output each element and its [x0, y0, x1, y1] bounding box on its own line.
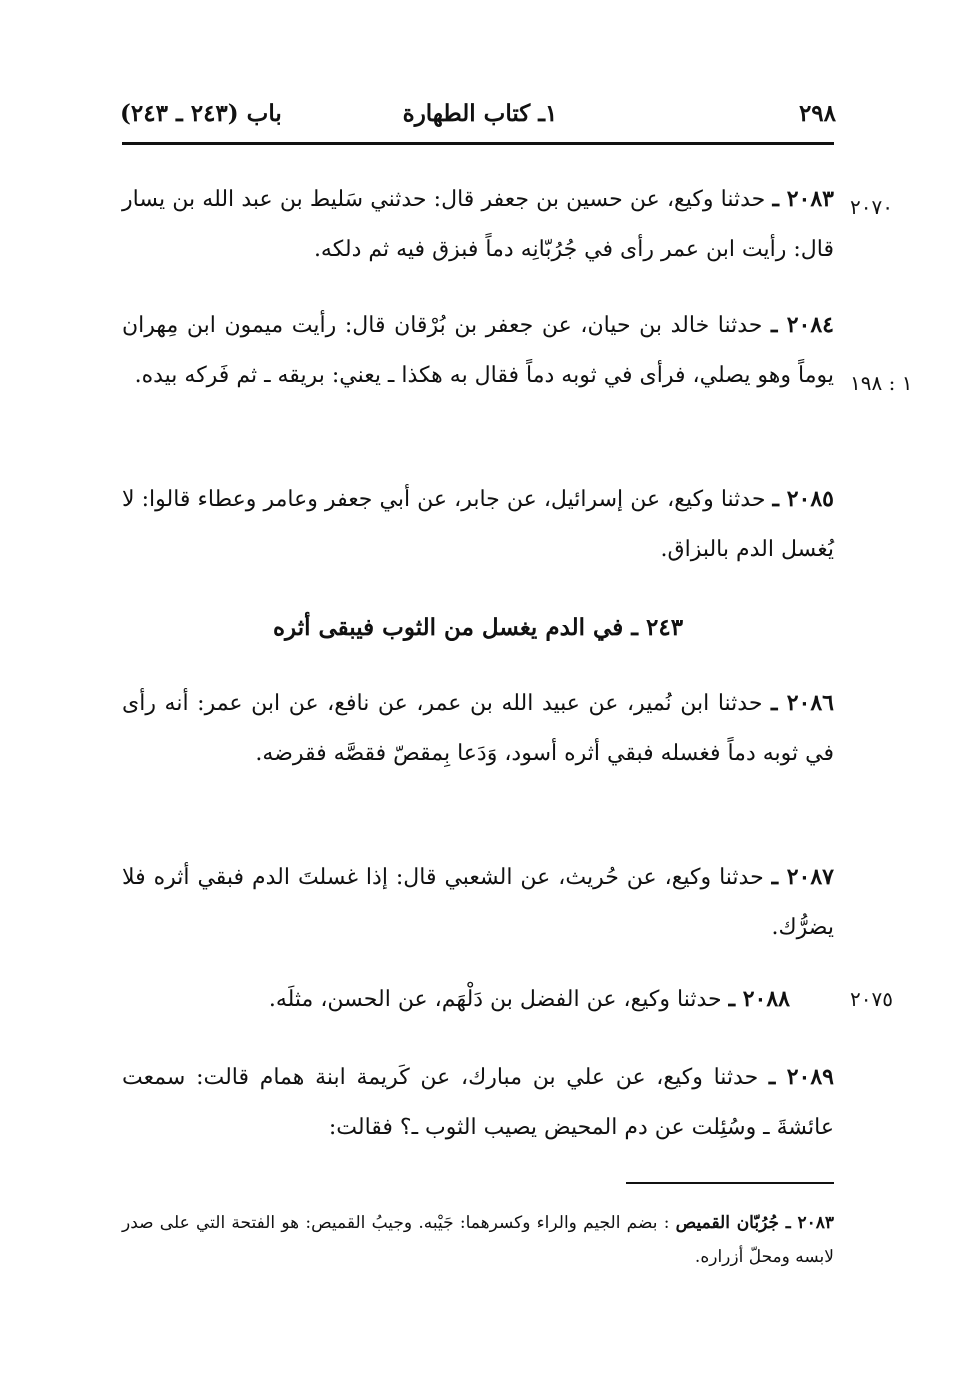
hadith-number: ٢٠٨٨ ـ	[728, 986, 790, 1012]
footnote	[122, 1206, 834, 1274]
hadith-number: ٢٠٨٧ ـ	[771, 864, 834, 890]
hadith-paragraph	[122, 300, 834, 401]
hadith-text: حدثنا وكيع، عن علي بن مبارك، عن كَريمة ابنة همام قالت: سمعت عائشةَ ـ وسُئِلت عن دم المحيض يصيب الثوب ـ؟ فقالت:	[122, 1065, 834, 1140]
hadith-text: حدثنا ابن نُمير، عن عبيد الله بن عمر، عن نافع، عن ابن عمر: أنه رأى في ثوبه دماً فغسله فبقي أثره أسود، وَدَعا بِمقصّ فقصَّه فقرضه.	[122, 691, 834, 766]
hadith-paragraph	[122, 174, 834, 275]
footnote-rule	[626, 1182, 834, 1184]
hadith-number: ٢٠٨٩ ـ	[768, 1064, 834, 1090]
footnote-lead: ٢٠٨٣ ـ جُرُبّان القميص	[675, 1213, 834, 1233]
hadith-number: ٢٠٨٥ ـ	[772, 486, 834, 512]
hadith-text: حدثنا وكيع، عن إسرائيل، عن جابر، عن أبي جعفر وعامر وعطاء قالوا: لا يُغسل الدم بالبزاق.	[122, 487, 834, 562]
hadith-number: ٢٠٨٣ ـ	[772, 186, 834, 212]
book-title: ١ـ كتاب الطهارة	[402, 100, 558, 127]
hadith-paragraph	[122, 852, 834, 953]
margin-note: ١ : ١٩٨	[850, 371, 913, 395]
header-rule	[122, 142, 834, 145]
hadith-text: حدثنا خالد بن حيان، عن جعفر بن بُرْقان قال: رأيت ميمون ابن مِهران يوماً وهو يصلي، فرأى في ثوبه دماً فقال به هكذا ـ يعني: بريقه ـ ثم فَركه بيده.	[122, 313, 834, 388]
hadith-number: ٢٠٨٤ ـ	[771, 312, 834, 338]
hadith-text: حدثنا وكيع، عن حُريث، عن الشعبي قال: إذا غسلتَ الدم فبقي أثره فلا يضرُّك.	[122, 865, 834, 940]
hadith-text: حدثنا وكيع، عن الفضل بن دَلْهَم، عن الحسن، مثلَه.	[268, 987, 722, 1012]
hadith-number: ٢٠٨٦ ـ	[771, 690, 834, 716]
hadith-paragraph	[122, 1052, 834, 1153]
hadith-text: حدثنا وكيع، عن حسين بن جعفر قال: حدثني سَليط بن عبد الله بن يسار قال: رأيت ابن عمر رأى في جُرُبّانِه دماً فبزق فيه ثم دلكه.	[122, 187, 834, 262]
section-heading: ٢٤٣ ـ في الدم يغسل من الثوب فيبقى أثره	[272, 614, 684, 641]
hadith-paragraph	[122, 974, 790, 1025]
hadith-paragraph	[122, 678, 834, 779]
margin-note: ٢٠٧٠	[850, 195, 893, 219]
footnote-text: : بضم الجيم والراء وكسرهما: جَيْبه. وجيبُ القميص: هو الفتحة التي على صدر لابسه ومحلّ أزراره.	[122, 1213, 834, 1267]
chapter-range: باب (٢٤٣ ـ ٢٤٣)	[120, 100, 282, 127]
page-number: ٢٩٨	[798, 100, 836, 127]
hadith-paragraph	[122, 474, 834, 575]
margin-note: ٢٠٧٥	[850, 987, 893, 1011]
